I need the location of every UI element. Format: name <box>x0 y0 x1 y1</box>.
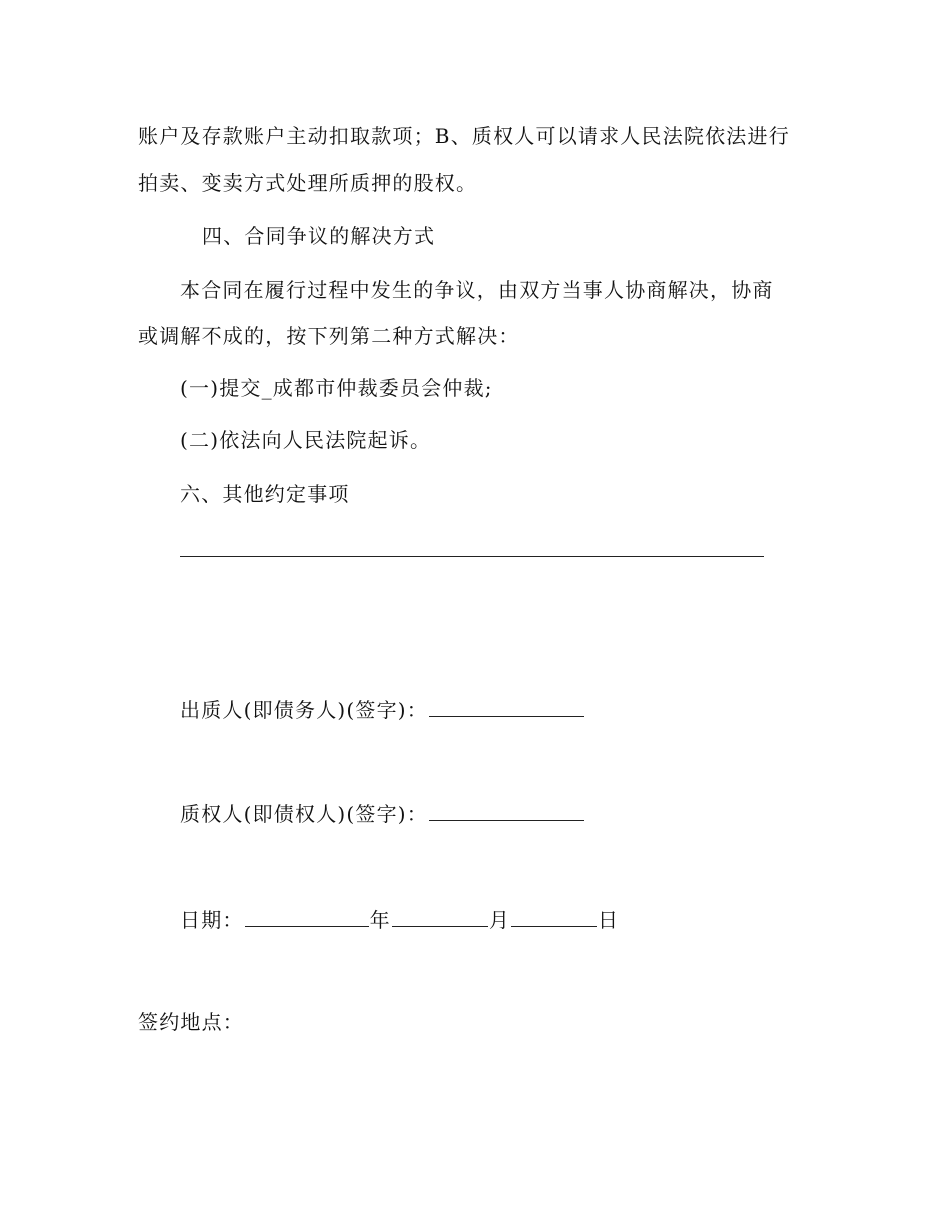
paragraph-line: 账户及存款账户主动扣取款项；B、质权人可以请求人民法院依法进行 <box>138 124 790 148</box>
date-year-label: 年 <box>369 908 391 932</box>
pledgee-label: 质权人(即债权人)(签字)： <box>180 802 429 826</box>
pledgor-label: 出质人(即债务人)(签字)： <box>180 698 429 722</box>
pledgor-signature-row <box>180 696 585 724</box>
date-day-blank <box>511 906 597 927</box>
date-day-label: 日 <box>598 908 620 932</box>
section-heading-other: 六、其他约定事项 <box>180 482 350 506</box>
pledgee-signature-blank <box>429 800 584 821</box>
pledgee-signature-row <box>180 800 585 828</box>
paragraph-line: 或调解不成的，按下列第二种方式解决： <box>138 324 520 348</box>
option-arbitration: (一)提交_成都市仲裁委员会仲裁; <box>180 376 493 400</box>
signing-place-label: 签约地点： <box>138 1010 244 1034</box>
date-month-label: 月 <box>488 908 511 932</box>
paragraph-line: 本合同在履行过程中发生的争议，由双方当事人协商解决，协商 <box>180 278 774 302</box>
pledgor-signature-blank <box>429 696 584 717</box>
date-month-blank <box>392 906 488 927</box>
other-terms-blank-line <box>180 556 764 557</box>
date-row <box>180 906 619 934</box>
section-heading-dispute: 四、合同争议的解决方式 <box>202 224 436 248</box>
option-lawsuit: (二)依法向人民法院起诉。 <box>180 428 432 452</box>
date-label: 日期： <box>180 908 244 932</box>
date-year-blank <box>245 906 369 927</box>
paragraph-line: 拍卖、变卖方式处理所质押的股权。 <box>138 171 478 195</box>
